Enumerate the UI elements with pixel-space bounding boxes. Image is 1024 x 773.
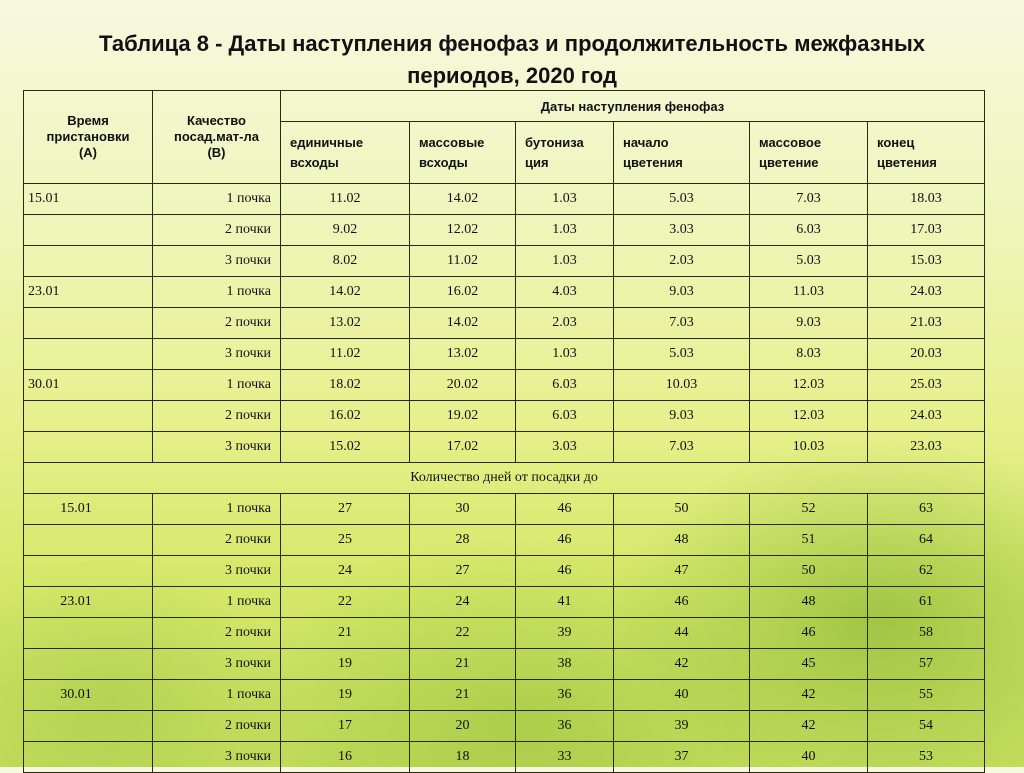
value-cell: 16 [281, 742, 410, 773]
value-cell: 9.03 [750, 308, 868, 339]
value-cell: 9.02 [281, 215, 410, 246]
value-cell: 18.02 [281, 370, 410, 401]
value-cell: 23.03 [868, 432, 985, 463]
value-cell: 7.03 [614, 432, 750, 463]
value-cell: 5.03 [614, 184, 750, 215]
table-row [24, 184, 985, 215]
quality-cell: 2 почки [153, 308, 281, 339]
value-cell: 42 [750, 680, 868, 711]
value-cell: 58 [868, 618, 985, 649]
value-cell: 24 [410, 587, 516, 618]
value-cell: 10.03 [614, 370, 750, 401]
value-cell: 38 [516, 649, 614, 680]
quality-cell: 1 почка [153, 277, 281, 308]
value-cell: 18 [410, 742, 516, 773]
planting-time-cell [24, 401, 153, 432]
value-cell: 22 [281, 587, 410, 618]
value-cell: 36 [516, 680, 614, 711]
value-cell: 17.03 [868, 215, 985, 246]
value-cell: 6.03 [750, 215, 868, 246]
page-title [0, 28, 1024, 92]
value-cell: 54 [868, 711, 985, 742]
dates-section [24, 184, 985, 463]
value-cell: 62 [868, 556, 985, 587]
value-cell: 21 [410, 649, 516, 680]
value-cell: 39 [516, 618, 614, 649]
value-cell: 19.02 [410, 401, 516, 432]
value-cell: 24 [281, 556, 410, 587]
table-row [24, 742, 985, 773]
planting-time-cell [24, 215, 153, 246]
table-row [24, 339, 985, 370]
planting-time-cell [24, 339, 153, 370]
quality-cell: 2 почки [153, 525, 281, 556]
value-cell: 16.02 [410, 277, 516, 308]
value-cell: 8.02 [281, 246, 410, 277]
value-cell: 51 [750, 525, 868, 556]
value-cell: 17.02 [410, 432, 516, 463]
value-cell: 21 [281, 618, 410, 649]
value-cell: 11.02 [281, 184, 410, 215]
value-cell: 46 [614, 587, 750, 618]
value-cell: 46 [516, 556, 614, 587]
header-flowering-end: конец цветения [868, 122, 985, 184]
value-cell: 7.03 [750, 184, 868, 215]
value-cell: 11.02 [281, 339, 410, 370]
table-row [24, 525, 985, 556]
value-cell: 40 [750, 742, 868, 773]
planting-time-cell [24, 432, 153, 463]
value-cell: 13.02 [281, 308, 410, 339]
planting-time-cell: 15.01 [24, 184, 153, 215]
value-cell: 45 [750, 649, 868, 680]
table-row [24, 556, 985, 587]
value-cell: 9.03 [614, 401, 750, 432]
phenophase-table [23, 90, 985, 773]
planting-time-cell [24, 246, 153, 277]
value-cell: 46 [750, 618, 868, 649]
quality-cell: 3 почки [153, 649, 281, 680]
value-cell: 63 [868, 494, 985, 525]
value-cell: 47 [614, 556, 750, 587]
value-cell: 24.03 [868, 401, 985, 432]
table-row [24, 618, 985, 649]
table-row [24, 215, 985, 246]
value-cell: 44 [614, 618, 750, 649]
quality-cell: 2 почки [153, 215, 281, 246]
table-row [24, 308, 985, 339]
value-cell: 14.02 [281, 277, 410, 308]
title-line-1: Таблица 8 - Даты наступления фенофаз и продолжительность межфазных [98, 31, 926, 56]
value-cell: 39 [614, 711, 750, 742]
value-cell: 2.03 [614, 246, 750, 277]
value-cell: 1.03 [516, 339, 614, 370]
value-cell: 1.03 [516, 215, 614, 246]
value-cell: 25 [281, 525, 410, 556]
quality-cell: 1 почка [153, 370, 281, 401]
value-cell: 20.03 [868, 339, 985, 370]
value-cell: 18.03 [868, 184, 985, 215]
value-cell: 22 [410, 618, 516, 649]
value-cell: 42 [614, 649, 750, 680]
planting-time-cell [24, 556, 153, 587]
table-row [24, 401, 985, 432]
value-cell: 20 [410, 711, 516, 742]
value-cell: 21.03 [868, 308, 985, 339]
quality-cell: 1 почка [153, 680, 281, 711]
table-row [24, 370, 985, 401]
value-cell: 42 [750, 711, 868, 742]
table-row [24, 649, 985, 680]
days-section [24, 494, 985, 773]
quality-cell: 2 почки [153, 711, 281, 742]
value-cell: 37 [614, 742, 750, 773]
value-cell: 40 [614, 680, 750, 711]
header-phenophase-dates: Даты наступления фенофаз [281, 91, 985, 122]
value-cell: 55 [868, 680, 985, 711]
value-cell: 9.03 [614, 277, 750, 308]
value-cell: 19 [281, 649, 410, 680]
planting-time-cell: 23.01 [24, 587, 153, 618]
header-material-quality: Качество посад.мат-ла (В) [153, 91, 281, 184]
value-cell: 30 [410, 494, 516, 525]
value-cell: 48 [614, 525, 750, 556]
planting-time-cell [24, 308, 153, 339]
header-single-shoots: единичные всходы [281, 122, 410, 184]
value-cell: 12.03 [750, 370, 868, 401]
value-cell: 50 [614, 494, 750, 525]
quality-cell: 2 почки [153, 401, 281, 432]
quality-cell: 1 почка [153, 494, 281, 525]
planting-time-cell: 30.01 [24, 370, 153, 401]
planting-time-cell [24, 649, 153, 680]
header-mass-flowering: массовое цветение [750, 122, 868, 184]
value-cell: 24.03 [868, 277, 985, 308]
value-cell: 11.03 [750, 277, 868, 308]
value-cell: 14.02 [410, 308, 516, 339]
table-row [24, 494, 985, 525]
quality-cell: 3 почки [153, 246, 281, 277]
value-cell: 61 [868, 587, 985, 618]
value-cell: 15.02 [281, 432, 410, 463]
value-cell: 3.03 [614, 215, 750, 246]
value-cell: 33 [516, 742, 614, 773]
value-cell: 21 [410, 680, 516, 711]
header-budding: бутониза ция [516, 122, 614, 184]
value-cell: 52 [750, 494, 868, 525]
value-cell: 19 [281, 680, 410, 711]
planting-time-cell: 23.01 [24, 277, 153, 308]
quality-cell: 3 почки [153, 339, 281, 370]
value-cell: 4.03 [516, 277, 614, 308]
value-cell: 14.02 [410, 184, 516, 215]
value-cell: 53 [868, 742, 985, 773]
table-row [24, 432, 985, 463]
value-cell: 46 [516, 525, 614, 556]
table-row [24, 246, 985, 277]
quality-cell: 1 почка [153, 184, 281, 215]
value-cell: 6.03 [516, 401, 614, 432]
value-cell: 48 [750, 587, 868, 618]
header-planting-time: Время пристановки (А) [24, 91, 153, 184]
value-cell: 46 [516, 494, 614, 525]
value-cell: 57 [868, 649, 985, 680]
value-cell: 64 [868, 525, 985, 556]
value-cell: 12.02 [410, 215, 516, 246]
value-cell: 1.03 [516, 184, 614, 215]
value-cell: 10.03 [750, 432, 868, 463]
title-line-2: периодов, 2020 год [407, 63, 617, 88]
value-cell: 15.03 [868, 246, 985, 277]
value-cell: 6.03 [516, 370, 614, 401]
value-cell: 11.02 [410, 246, 516, 277]
table-row [24, 711, 985, 742]
planting-time-cell [24, 525, 153, 556]
header-flowering-start: начало цветения [614, 122, 750, 184]
table-row [24, 680, 985, 711]
planting-time-cell [24, 711, 153, 742]
value-cell: 28 [410, 525, 516, 556]
value-cell: 1.03 [516, 246, 614, 277]
value-cell: 25.03 [868, 370, 985, 401]
quality-cell: 2 почки [153, 618, 281, 649]
value-cell: 27 [281, 494, 410, 525]
planting-time-cell [24, 618, 153, 649]
planting-time-cell: 15.01 [24, 494, 153, 525]
value-cell: 20.02 [410, 370, 516, 401]
planting-time-cell: 30.01 [24, 680, 153, 711]
value-cell: 7.03 [614, 308, 750, 339]
value-cell: 17 [281, 711, 410, 742]
value-cell: 41 [516, 587, 614, 618]
value-cell: 12.03 [750, 401, 868, 432]
value-cell: 3.03 [516, 432, 614, 463]
quality-cell: 3 почки [153, 742, 281, 773]
quality-cell: 1 почка [153, 587, 281, 618]
table-row [24, 277, 985, 308]
value-cell: 50 [750, 556, 868, 587]
value-cell: 8.03 [750, 339, 868, 370]
value-cell: 2.03 [516, 308, 614, 339]
value-cell: 5.03 [614, 339, 750, 370]
days-section-header [24, 463, 985, 494]
planting-time-cell [24, 742, 153, 773]
value-cell: 13.02 [410, 339, 516, 370]
value-cell: 36 [516, 711, 614, 742]
quality-cell: 3 почки [153, 432, 281, 463]
value-cell: 5.03 [750, 246, 868, 277]
header-mass-shoots: массовые всходы [410, 122, 516, 184]
table-row [24, 587, 985, 618]
days-section-label: Количество дней от посадки до [24, 463, 985, 494]
value-cell: 16.02 [281, 401, 410, 432]
value-cell: 27 [410, 556, 516, 587]
quality-cell: 3 почки [153, 556, 281, 587]
